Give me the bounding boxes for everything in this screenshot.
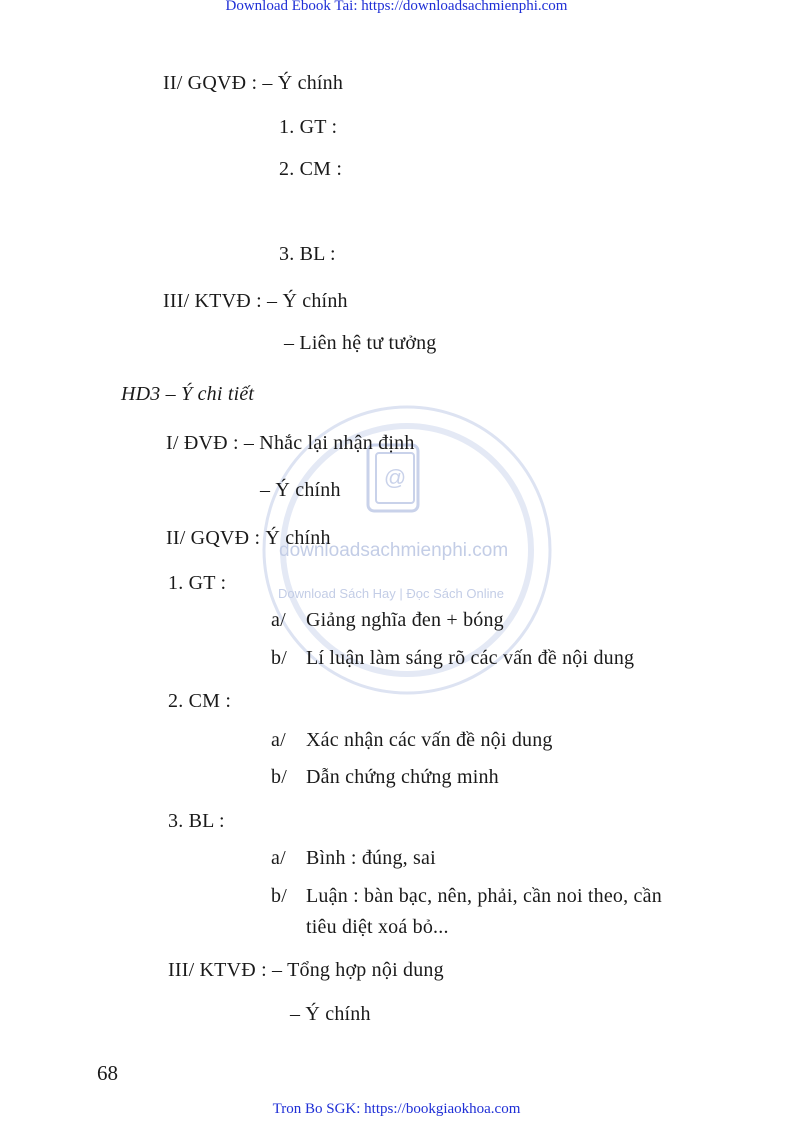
item-marker: a/ [271,609,286,631]
text-line: III/ KTVĐ : – Tổng hợp nội dung [168,959,444,981]
item-marker: b/ [271,885,287,907]
text-line: Dẫn chứng chứng minh [306,766,499,788]
text-line: 2. CM : [279,158,343,180]
item-marker: a/ [271,729,286,751]
page-number: 68 [97,1061,118,1085]
text-line: Xác nhận các vấn đề nội dung [306,729,553,751]
text-line: Bình : đúng, sai [306,847,436,869]
text-line: Lí luận làm sáng rõ các vấn đề nội dung [306,647,635,669]
footer-link[interactable]: Tron Bo SGK: https://bookgiaokhoa.com [272,1101,521,1117]
item-marker: b/ [271,647,287,669]
text-line: Luận : bàn bạc, nên, phải, cần noi theo, cần [306,885,662,907]
header-link[interactable]: Download Ebook Tai: https://downloadsachmienphi.com [225,0,568,14]
text-line: 1. GT : [279,116,338,138]
text-line: Giảng nghĩa đen + bóng [306,609,504,631]
text-line: 3. BL : [279,243,336,265]
text-line: tiêu diệt xoá bỏ... [306,916,449,938]
watermark-tagline: Download Sách Hay | Đọc Sách Online [278,586,504,601]
item-marker: b/ [271,766,287,788]
svg-text:@: @ [383,465,407,490]
item-marker: a/ [271,847,286,869]
text-line: – Ý chính [290,1003,371,1025]
text-line: – Ý chính [260,479,341,501]
watermark-site: downloadsachmienphi.com [279,540,509,561]
text-line: – Liên hệ tư tưởng [284,332,437,354]
text-line: 1. GT : [168,572,227,594]
text-line: II/ GQVĐ : – Ý chính [163,72,344,94]
text-line: 2. CM : [168,690,232,712]
text-line: I/ ĐVĐ : – Nhắc lại nhận định [166,432,415,454]
text-line: II/ GQVĐ : Ý chính [166,527,331,549]
text-line: III/ KTVĐ : – Ý chính [163,290,348,312]
text-line: 3. BL : [168,810,225,832]
section-heading: HD3 – Ý chi tiết [121,383,255,405]
